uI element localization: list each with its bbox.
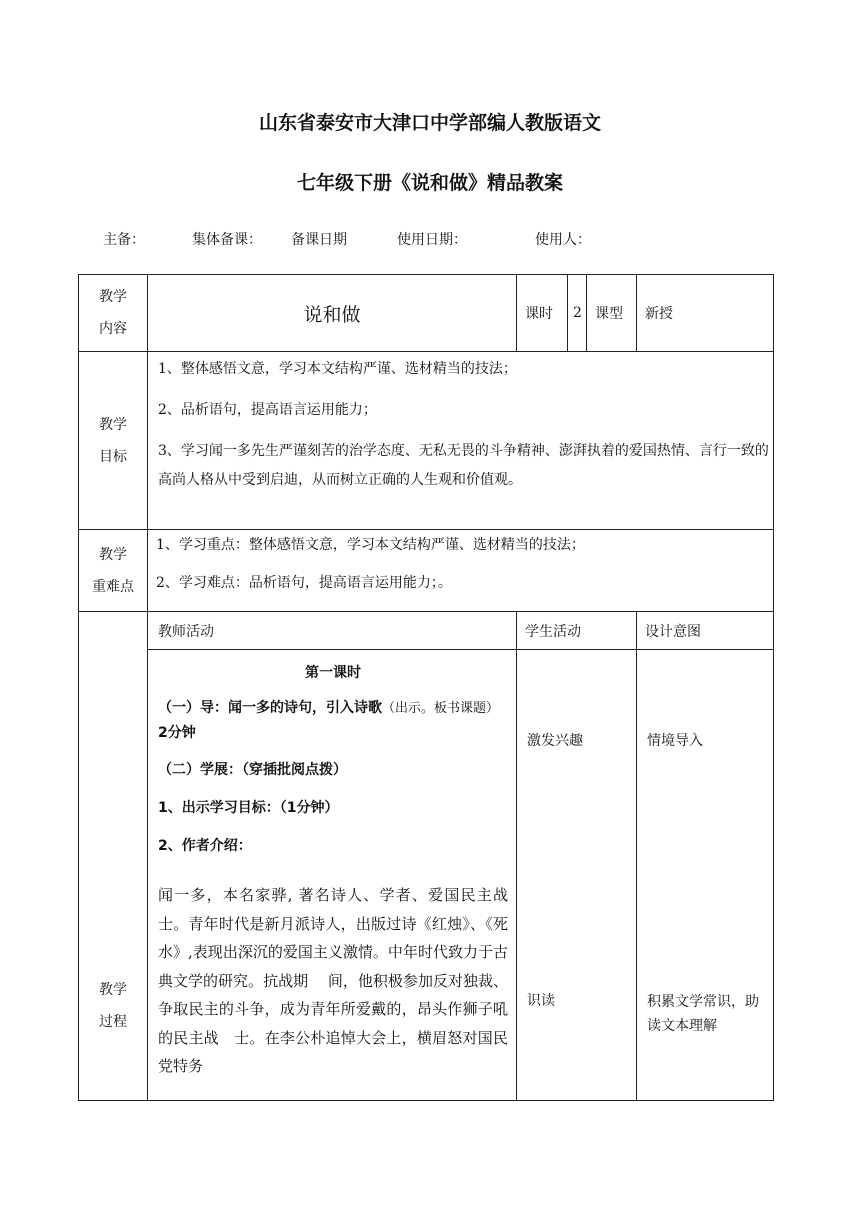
teacher-activity-cell [148, 650, 517, 1101]
row-content [79, 275, 774, 352]
kexing-label: 课型 [587, 275, 637, 352]
label-content: 教学 内容 [79, 275, 148, 352]
keshi-label: 课时 [517, 275, 568, 352]
step-author: 2、作者介绍： [158, 838, 252, 854]
kexing-value: 新授 [637, 275, 774, 352]
keypoint-item: 1、学习重点：整体感悟文意，学习本文结构严谨、选材精当的技法； [156, 537, 585, 553]
student-activity-2: 识读 [527, 993, 555, 1009]
lesson-plan-table [78, 274, 774, 1101]
lesson-heading: 第一课时 [305, 665, 361, 681]
document-title-line2: 七年级下册《说和做》精品教案 [296, 172, 563, 194]
objective-item: 3、学习闻一多先生严谨刻苦的治学态度、无私无畏的斗争精神、澎湃执着的爱国热情、言行一致的高尚人格从中受到启迪，从而树立正确的人生观和价值观。 [158, 443, 769, 488]
keypoints-cell [148, 530, 774, 612]
col-student-activity: 学生活动 [517, 612, 637, 650]
objective-item: 2、品析语句，提高语言运用能力； [158, 402, 377, 418]
row-process-body [79, 650, 774, 1101]
keshi-value: 2 [568, 275, 587, 352]
meta-jiti: 集体备课： [192, 232, 262, 248]
student-activity-cell [517, 650, 637, 1101]
author-bio: 闻一多，本名家骅, 著名诗人、学者、爱国民主战士。青年时代是新月派诗人，出版过诗《红烛》、《死水》,表现出深沉的爱国主义激情。中年时代致力于古典文学的研究。抗战期 间，他积极参加反对独裁、争取民主的斗争，成为青年所爱戴的，昂头作狮子吼的民主战 士。在李公朴追悼大会上，横眉怒对国民党特务 [158, 886, 508, 1075]
meta-use-date: 使用日期： [397, 232, 467, 248]
objectives-cell [148, 352, 774, 530]
row-keypoints [79, 530, 774, 612]
meta-user: 使用人： [535, 232, 591, 248]
label-keypoints: 教学 重难点 [79, 530, 148, 612]
step-intro: （一）导：闻一多的诗句，引入诗歌（出示。板书课题） 2分钟 [158, 700, 500, 741]
keypoint-item: 2、学习难点：品析语句，提高语言运用能力；。 [156, 575, 452, 591]
step-objectives: 1、出示学习目标：（1分钟） [158, 800, 339, 816]
lesson-title: 说和做 [148, 275, 517, 352]
meta-zhubei: 主备： [103, 232, 145, 248]
objective-item: 1、整体感悟文意，学习本文结构严谨、选材精当的技法； [158, 361, 517, 377]
step-xuezhan: （二）学展：（穿插批阅点拨） [158, 762, 347, 778]
col-teacher-activity: 教师活动 [148, 612, 517, 650]
document-title-line1: 山东省泰安市大津口中学部编人教版语文 [258, 112, 601, 134]
design-intent-2: 积累文学常识，助读文本理解 [647, 994, 759, 1034]
design-intent-cell [637, 650, 774, 1101]
col-design-intent: 设计意图 [637, 612, 774, 650]
meta-beike-date: 备课日期 [291, 232, 347, 248]
label-objectives: 教学 目标 [79, 352, 148, 530]
student-activity-1: 激发兴趣 [527, 733, 583, 749]
design-intent-1: 情境导入 [647, 733, 703, 749]
row-objectives [79, 352, 774, 530]
row-process-header [79, 612, 774, 650]
label-process: 教学 过程 [79, 612, 148, 1101]
